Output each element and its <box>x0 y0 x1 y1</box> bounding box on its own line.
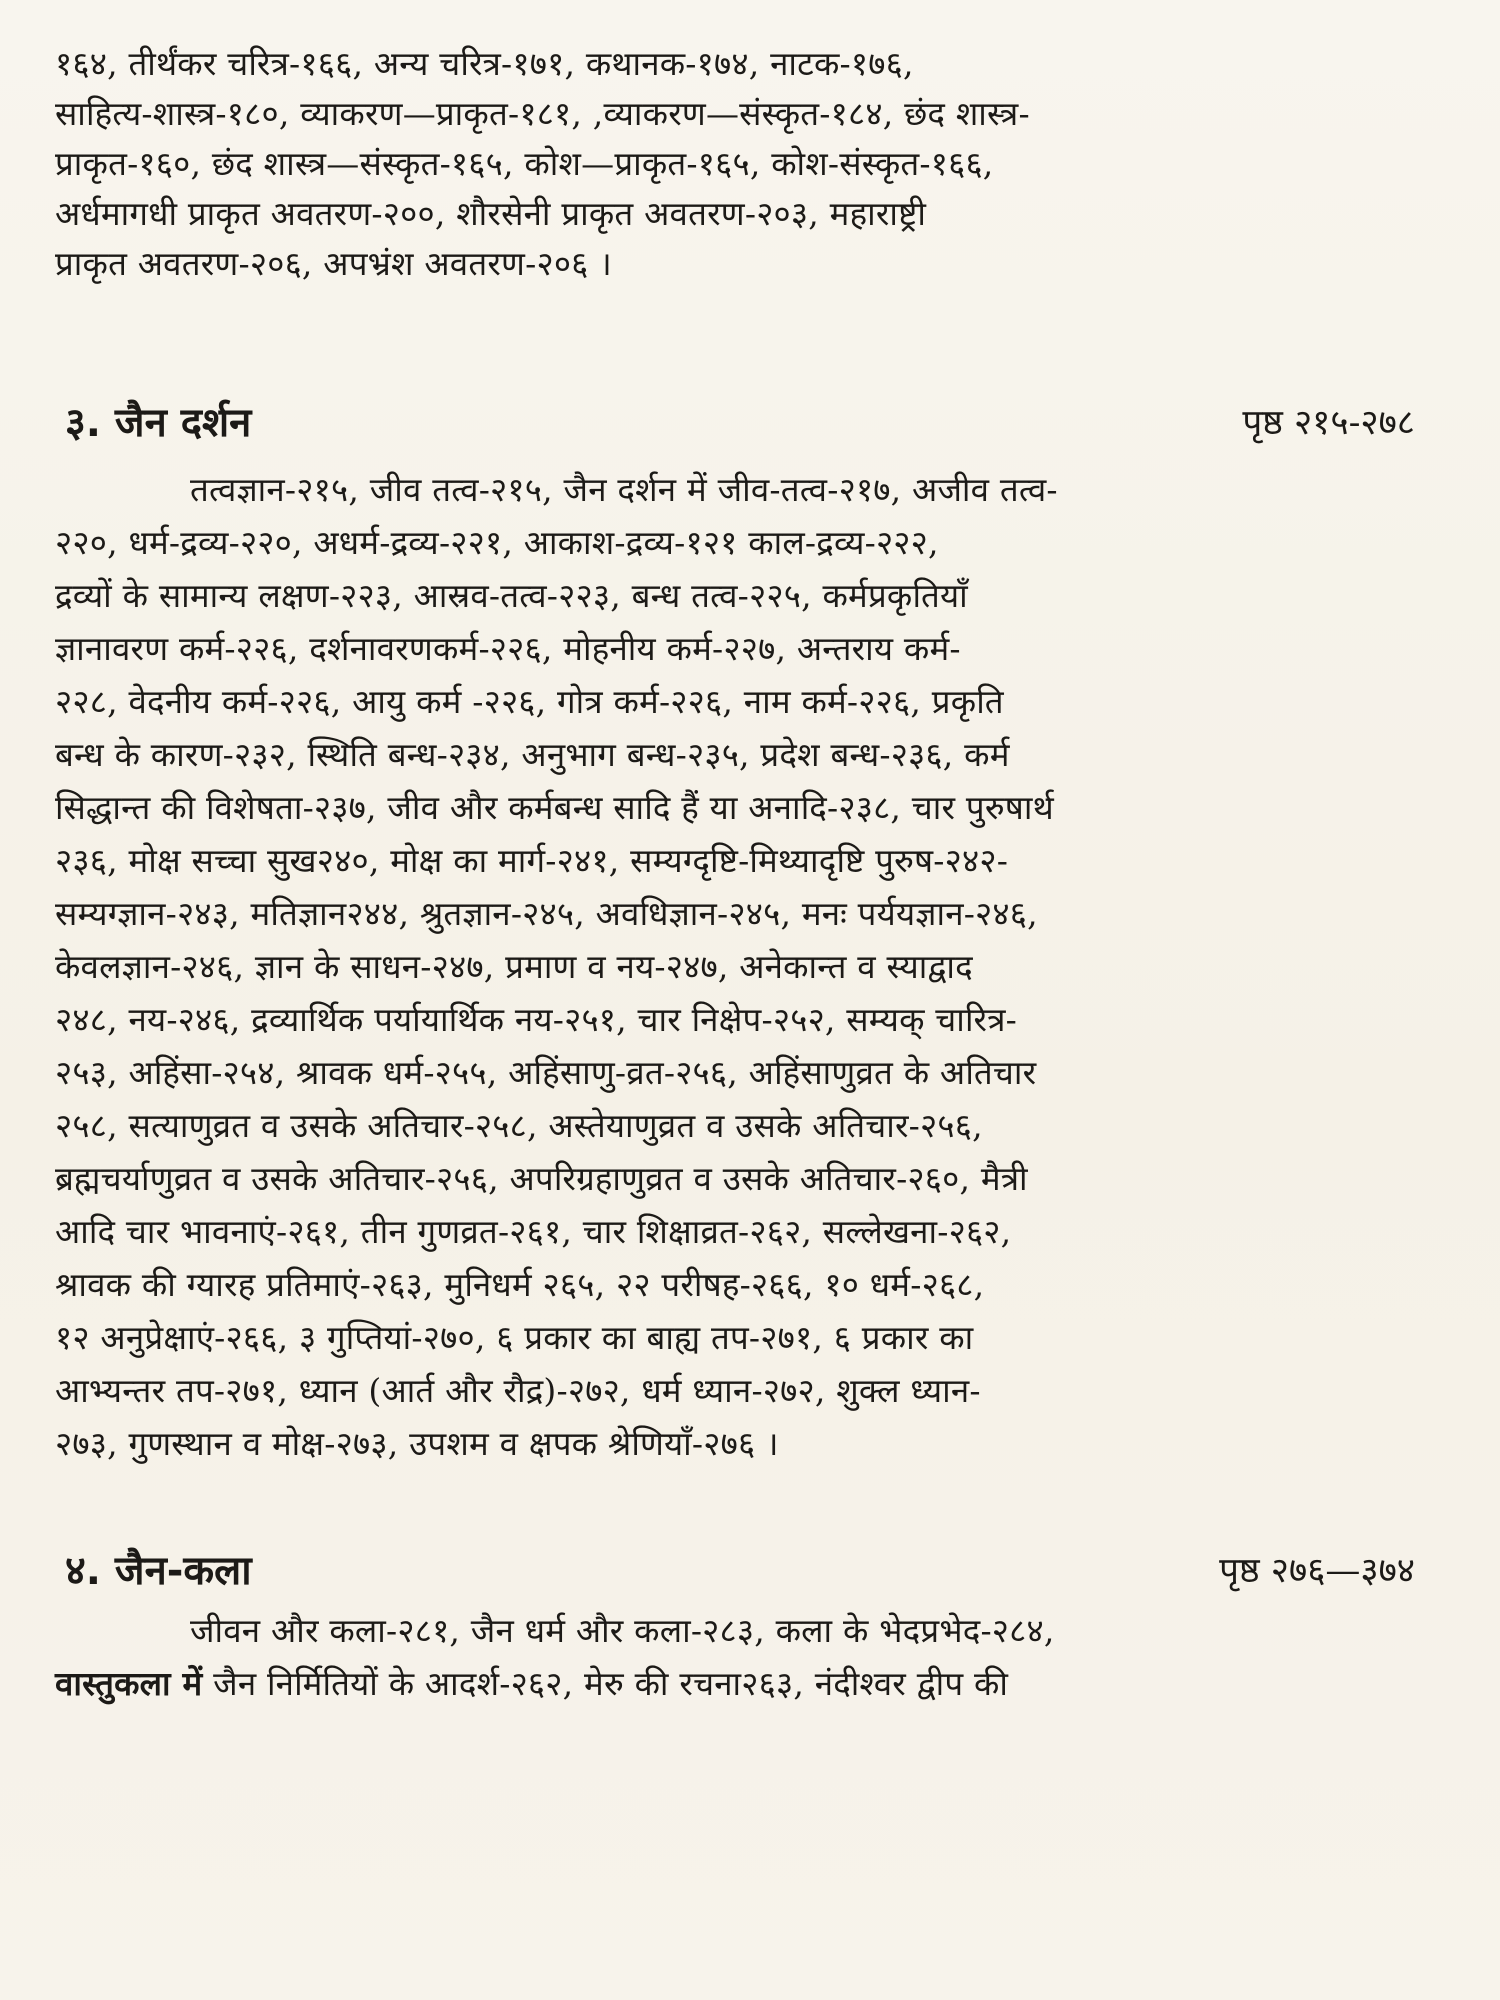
text-line: श्रावक की ग्यारह प्रतिमाएं-२६३, मुनिधर्म २६५, २२ परीषह-२६६, १० धर्म-२६८, <box>55 1265 985 1304</box>
text-line: १२ अनुप्रेक्षाएं-२६६, ३ गुप्तियां-२७०, ६ प्रकार का बाह्य तप-२७१, ६ प्रकार का <box>55 1318 974 1357</box>
section-heading: ३. जैन दर्शन <box>65 400 252 446</box>
bold-phrase: वास्तुकला में <box>55 1664 203 1703</box>
text-line: ब्रह्मचर्याणुव्रत व उसके अतिचार-२५६, अपरिग्रहाणुव्रत व उसके अतिचार-२६०, मैत्री <box>55 1159 1028 1198</box>
text-line: आदि चार भावनाएं-२६१, तीन गुणव्रत-२६१, चार शिक्षाव्रत-२६२, सल्लेखना-२६२, <box>55 1212 1012 1251</box>
text-line: आभ्यन्तर तप-२७१, ध्यान (आर्त और रौद्र)-२७२, धर्म ध्यान-२७२, शुक्ल ध्यान- <box>55 1371 981 1410</box>
section-heading: ४. जैन-कला <box>65 1548 252 1594</box>
text-line: सिद्धान्त की विशेषता-२३७, जीव और कर्मबन्ध सादि हैं या अनादि-२३८, चार पुरुषार्थ <box>55 788 1054 827</box>
text-line: १६४, तीर्थंकर चरित्र-१६६, अन्य चरित्र-१७१, कथानक-१७४, नाटक-१७६, <box>55 44 914 83</box>
text-line: प्राकृत-१६०, छंद शास्त्र—संस्कृत-१६५, कोश—प्राकृत-१६५, कोश-संस्कृत-१६६, <box>55 144 994 183</box>
text-line: प्राकृत अवतरण-२०६, अपभ्रंश अवतरण-२०६ । <box>55 244 612 283</box>
text-line: ज्ञानावरण कर्म-२२६, दर्शनावरणकर्म-२२६, मोहनीय कर्म-२२७, अन्तराय कर्म- <box>55 629 961 668</box>
text-line: अर्धमागधी प्राकृत अवतरण-२००, शौरसेनी प्राकृत अवतरण-२०३, महाराष्ट्री <box>55 194 927 233</box>
text-line: २७३, गुणस्थान व मोक्ष-२७३, उपशम व क्षपक श्रेणियाँ-२७६ । <box>55 1424 779 1463</box>
text-line-composite <box>55 1662 1425 1706</box>
text-line: जीवन और कला-२८१, जैन धर्म और कला-२८३, कला के भेदप्रभेद-२८४, <box>190 1611 1055 1650</box>
text-line: साहित्य-शास्त्र-१८०, व्याकरण—प्राकृत-१८१, ,व्याकरण—संस्कृत-१८४, छंद शास्त्र- <box>55 94 1030 133</box>
text-line: २३६, मोक्ष सच्चा सुख२४०, मोक्ष का मार्ग-२४१, सम्यग्दृष्टि-मिथ्यादृष्टि पुरुष-२४२- <box>55 841 1009 880</box>
text-line: २४८, नय-२४६, द्रव्यार्थिक पर्यायार्थिक नय-२५१, चार निक्षेप-२५२, सम्यक् चारित्र- <box>55 1000 1018 1039</box>
text-line: सम्यग्ज्ञान-२४३, मतिज्ञान२४४, श्रुतज्ञान-२४५, अवधिज्ञान-२४५, मनः पर्ययज्ञान-२४६, <box>55 894 1038 933</box>
text-line: बन्ध के कारण-२३२, स्थिति बन्ध-२३४, अनुभाग बन्ध-२३५, प्रदेश बन्ध-२३६, कर्म <box>55 735 1010 774</box>
text-run: जैन निर्मितियों के आदर्श-२६२, <box>202 1664 585 1703</box>
page-range: पृष्ठ २७६—३७४ <box>1219 1551 1415 1591</box>
text-line: २२८, वेदनीय कर्म-२२६, आयु कर्म -२२६, गोत्र कर्म-२२६, नाम कर्म-२२६, प्रकृति <box>55 682 1004 721</box>
text-line: द्रव्यों के सामान्य लक्षण-२२३, आस्रव-तत्व-२२३, बन्ध तत्व-२२५, कर्मप्रकृतियाँ <box>55 576 968 615</box>
text-run: मेरु की रचना२६३, नंदीश्वर द्वीप की <box>584 1664 1009 1703</box>
text-line: २५८, सत्याणुव्रत व उसके अतिचार-२५८, अस्तेयाणुव्रत व उसके अतिचार-२५६, <box>55 1106 983 1145</box>
text-line: २२०, धर्म-द्रव्य-२२०, अधर्म-द्रव्य-२२१, आकाश-द्रव्य-१२१ काल-द्रव्य-२२२, <box>55 523 939 562</box>
text-line: तत्वज्ञान-२१५, जीव तत्व-२१५, जैन दर्शन में जीव-तत्व-२१७, अजीव तत्व- <box>190 470 1058 509</box>
text-line: २५३, अहिंसा-२५४, श्रावक धर्म-२५५, अहिंसाणु-व्रत-२५६, अहिंसाणुव्रत के अतिचार <box>55 1053 1037 1092</box>
text-line: केवलज्ञान-२४६, ज्ञान के साधन-२४७, प्रमाण व नय-२४७, अनेकान्त व स्याद्वाद <box>55 947 973 986</box>
page-range: पृष्ठ २१५-२७८ <box>1242 403 1415 443</box>
